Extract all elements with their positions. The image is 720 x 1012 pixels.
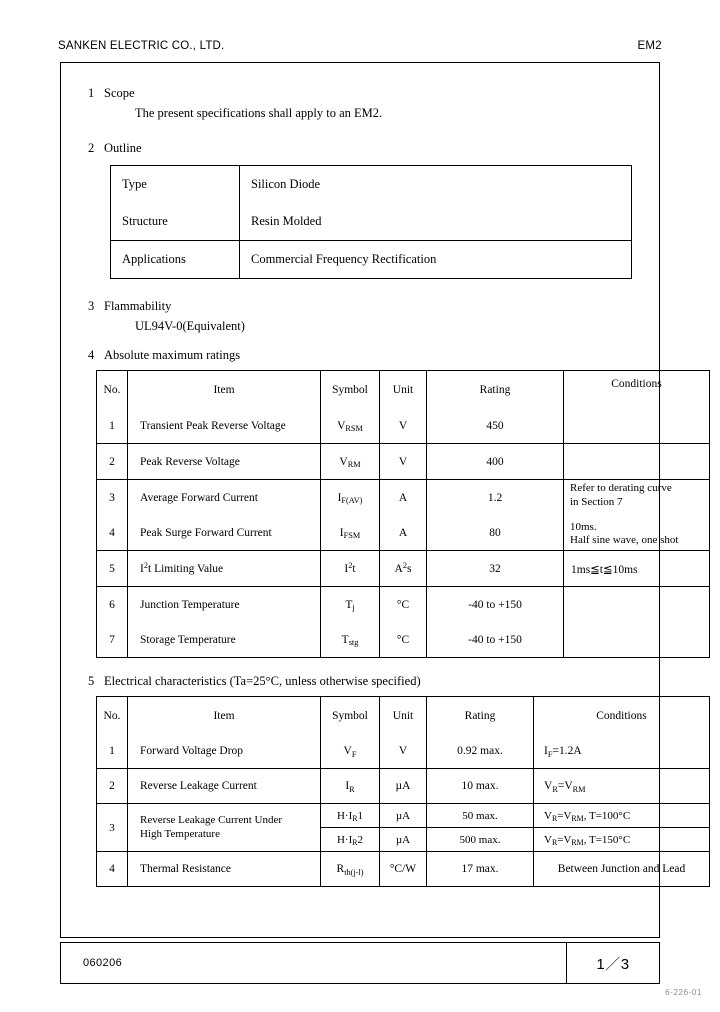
absmax-row7-unit: °C — [380, 622, 427, 658]
col-header-item: Item — [128, 371, 321, 409]
document-body — [88, 86, 686, 887]
elec-row4-symbol: $R_{th(j-l)}$ — [321, 852, 380, 887]
footer-date-code: 060206 — [83, 957, 123, 969]
elec-row3-no: 3 — [97, 804, 128, 852]
part-number: EM2 — [637, 40, 662, 52]
elec-row4-item: Thermal Resistance — [128, 852, 321, 887]
elec-row2-no: 2 — [97, 769, 128, 804]
absmax-row5-no: 5 — [97, 551, 128, 587]
table-row — [97, 734, 710, 769]
elec-row4-conditions: Between Junction and Lead — [534, 852, 710, 887]
absmax-row4-rating: 80 — [427, 515, 564, 551]
section-absmax-title: Absolute maximum ratings — [104, 348, 241, 362]
table-row — [97, 769, 710, 804]
elec-row3a-symbol: $H\cdot I_R1$ — [321, 804, 380, 828]
absmax-row3-unit: A — [380, 480, 427, 516]
section-flammability-heading — [88, 299, 648, 314]
col-header-no: No. — [97, 371, 128, 409]
absmax-row2-symbol: $V_{RM}$ — [321, 444, 380, 480]
absmax-row2-unit: V — [380, 444, 427, 480]
elec-row1-item: Forward Voltage Drop — [128, 734, 321, 769]
absmax-row1-no: 1 — [97, 408, 128, 444]
table-row — [111, 166, 632, 204]
section-outline — [88, 141, 648, 279]
elec-row3a-conditions: $V_R=V_{RM}$, T=100°C — [534, 804, 710, 828]
elec-row3b-conditions: $V_R=V_{RM}$, T=150°C — [534, 828, 710, 852]
elec-col-header-unit: Unit — [380, 697, 427, 735]
elec-row1-rating: 0.92 max. — [427, 734, 534, 769]
col-header-symbol: Symbol — [321, 371, 380, 409]
section-scope-text: The present specifications shall apply to an EM2. — [135, 106, 383, 120]
absmax-row5-item: $I^2t$ Limiting Value — [128, 551, 321, 587]
outline-value-type: Silicon Diode — [240, 166, 632, 204]
outline-label-structure: Structure — [111, 203, 240, 241]
elec-col-header-item: Item — [128, 697, 321, 735]
section-scope — [88, 86, 648, 121]
elec-row2-unit: µA — [380, 769, 427, 804]
absmax-row5-symbol: $I^2t$ — [321, 551, 380, 587]
outline-label-type: Type — [111, 166, 240, 204]
absmax-row3-rating: 1.2 — [427, 480, 564, 516]
col-header-unit: Unit — [380, 371, 427, 409]
absmax-row6-item: Junction Temperature — [128, 587, 321, 623]
section-scope-number: 1 — [88, 86, 95, 100]
section-scope-heading — [88, 86, 648, 101]
absmax-row2-conditions — [564, 444, 710, 480]
elec-row1-conditions: $I_F=1.2A$ — [534, 734, 710, 769]
absmax-row5-unit: $A^2s$ — [380, 551, 427, 587]
section-outline-heading — [88, 141, 648, 156]
elec-row1-unit: V — [380, 734, 427, 769]
absmax-row1-item: Transient Peak Reverse Voltage — [128, 408, 321, 444]
derating-note-line1: Refer to derating curve — [570, 482, 672, 494]
absmax-row4-conditions — [564, 515, 710, 551]
table-row — [97, 804, 710, 828]
section-flammability-text: UL94V-0(Equivalent) — [135, 319, 245, 333]
outline-table — [110, 165, 632, 279]
surge-note-line2: Half sine wave, one shot — [570, 534, 679, 547]
elec-row3-item-line1: Reverse Leakage Current Under — [140, 814, 283, 827]
section-flammability-number: 3 — [88, 299, 95, 313]
table-header-row — [97, 697, 710, 735]
elec-row2-item: Reverse Leakage Current — [128, 769, 321, 804]
elec-row4-no: 4 — [97, 852, 128, 887]
absmax-row7-symbol: $T_{stg}$ — [321, 622, 380, 658]
section-electrical-title: Electrical characteristics (Ta=25°C, unless otherwise specified) — [104, 674, 421, 688]
absmax-row6-unit: °C — [380, 587, 427, 623]
section-electrical-number: 5 — [88, 674, 95, 688]
elec-row3a-rating: 50 max. — [427, 804, 534, 828]
absmax-row6-no: 6 — [97, 587, 128, 623]
absmax-row3-no: 3 — [97, 480, 128, 516]
footer-document-mark: 6-226-01 — [665, 988, 702, 997]
elec-row1-no: 1 — [97, 734, 128, 769]
absmax-row7-rating: -40 to +150 — [427, 622, 564, 658]
surge-note-line1: 10ms. — [570, 520, 597, 533]
section-absmax-number: 4 — [88, 348, 95, 362]
elec-row3a-unit: µA — [380, 804, 427, 828]
elec-col-header-conditions: Conditions — [534, 697, 710, 735]
elec-col-header-no: No. — [97, 697, 128, 735]
company-name: SANKEN ELECTRIC CO., LTD. — [58, 40, 225, 52]
absmax-row4-symbol: $I_{FSM}$ — [321, 515, 380, 551]
elec-row3-item — [128, 804, 321, 852]
section-absmax-heading — [88, 348, 648, 363]
absmax-row4-unit: A — [380, 515, 427, 551]
section-flammability-title: Flammability — [104, 299, 172, 313]
elec-row3-item-line2: High Temperature — [140, 827, 220, 840]
absmax-row6-conditions — [564, 587, 710, 658]
outline-label-applications: Applications — [111, 241, 240, 279]
table-row — [111, 241, 632, 279]
elec-row2-conditions: $V_R=V_{RM}$ — [534, 769, 710, 804]
table-row — [97, 587, 710, 623]
section-electrical-heading — [88, 674, 648, 689]
elec-col-header-rating: Rating — [427, 697, 534, 735]
section-outline-number: 2 — [88, 141, 95, 155]
table-row — [97, 515, 710, 551]
elec-row3b-rating: 500 max. — [427, 828, 534, 852]
elec-row4-rating: 17 max. — [427, 852, 534, 887]
absmax-row4-no: 4 — [97, 515, 128, 551]
table-row — [97, 551, 710, 587]
absmax-row6-rating: -40 to +150 — [427, 587, 564, 623]
absmax-row7-item: Storage Temperature — [128, 622, 321, 658]
elec-row2-rating: 10 max. — [427, 769, 534, 804]
absmax-row1-rating: 450 — [427, 408, 564, 444]
table-row — [97, 852, 710, 887]
absmax-row2-item: Peak Reverse Voltage — [128, 444, 321, 480]
col-header-conditions: Conditions — [564, 371, 710, 444]
elec-row2-symbol: $I_R$ — [321, 769, 380, 804]
absmax-row5-rating: 32 — [427, 551, 564, 587]
table-row — [97, 480, 710, 516]
absmax-row6-symbol: $T_j$ — [321, 587, 380, 623]
absmax-row2-no: 2 — [97, 444, 128, 480]
table-header-row — [97, 371, 710, 409]
section-electrical-characteristics — [88, 674, 686, 887]
outline-value-structure: Resin Molded — [240, 203, 632, 241]
absmax-row5-conditions: 1ms≦t≦10ms — [564, 551, 710, 587]
section-flammability — [88, 299, 648, 334]
absmax-row3-symbol: $I_{F(AV)}$ — [321, 480, 380, 516]
elec-col-header-symbol: Symbol — [321, 697, 380, 735]
absmax-row1-symbol: $V_{RSM}$ — [321, 408, 380, 444]
footer-page-number: 1／3 — [566, 943, 659, 983]
elec-row3b-symbol: $H\cdot I_R2$ — [321, 828, 380, 852]
elec-row1-symbol: $V_F$ — [321, 734, 380, 769]
absmax-row3-conditions — [564, 480, 710, 516]
absmax-row7-no: 7 — [97, 622, 128, 658]
table-row — [97, 444, 710, 480]
section-absolute-max-ratings — [88, 348, 679, 658]
elec-row3b-unit: µA — [380, 828, 427, 852]
absmax-row1-unit: V — [380, 408, 427, 444]
page-footer — [60, 942, 660, 984]
table-row — [111, 203, 632, 241]
section-outline-title: Outline — [104, 141, 142, 155]
derating-note-line2: in Section 7 — [570, 495, 623, 508]
outline-value-applications: Commercial Frequency Rectification — [240, 241, 632, 279]
col-header-rating: Rating — [427, 371, 564, 409]
absolute-max-ratings-table — [96, 370, 710, 658]
elec-row4-unit: °C/W — [380, 852, 427, 887]
absmax-row2-rating: 400 — [427, 444, 564, 480]
electrical-characteristics-table — [96, 696, 710, 887]
document-header — [58, 40, 662, 52]
absmax-row3-item: Average Forward Current — [128, 480, 321, 516]
absmax-row4-item: Peak Surge Forward Current — [128, 515, 321, 551]
section-scope-title: Scope — [104, 86, 135, 100]
